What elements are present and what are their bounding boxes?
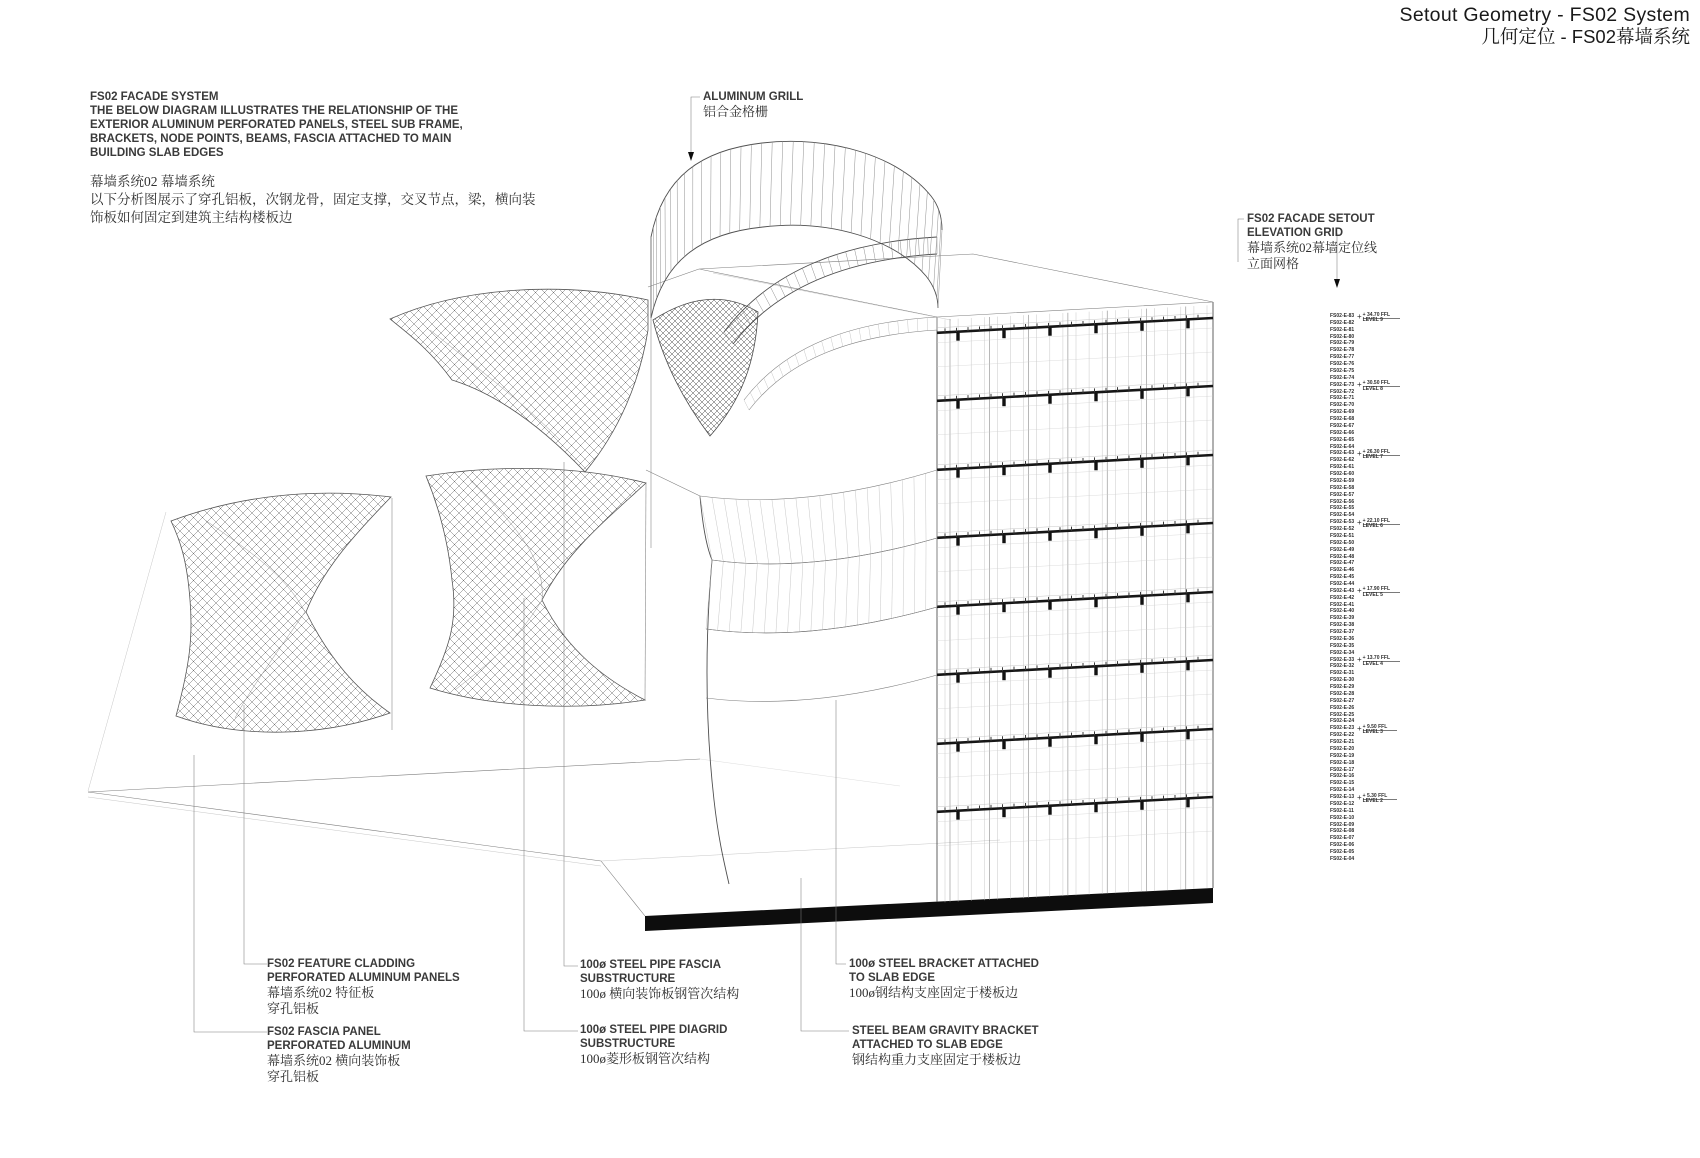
leader-arrowhead [688,152,694,161]
drawing-line [770,142,772,226]
drawing-line [799,563,803,632]
drawing-line [851,150,855,233]
elevation-grid-label: FS02-E-15 [1330,780,1355,787]
sheet-title-en: Setout Geometry - FS02 System [1399,4,1690,26]
drawing-line [718,561,724,630]
drawing-line [929,200,934,279]
drawing-line [934,209,939,288]
drawing-line [820,496,826,561]
callout-steel-bracket [849,957,1039,1001]
elevation-grid-label: FS02-E-11 [1330,807,1354,814]
elevation-grid-label: FS02-E-10 [1330,814,1355,821]
drawing-line [878,324,880,337]
elevation-grid-label: FS02-E-54 [1330,512,1355,519]
callout-pipe-diagrid [580,1023,727,1067]
callout-text: FS02 FASCIA PANEL [267,1026,381,1038]
elevation-grid-label: FS02-E-39 [1330,615,1355,622]
leader-aluminum-grill [691,97,700,153]
leader-feature-cladding [244,705,267,964]
elevation-grid-label: FS02-E-79 [1330,340,1355,347]
drawing-line [909,239,910,256]
drawing-line [763,292,771,306]
callout-text-cn: 幕墙系统02 特征板 [267,985,375,1000]
elevation-grid-label: FS02-E-29 [1330,684,1355,691]
drawing-line [867,488,870,554]
elevation-grid-label: FS02-E-80 [1330,333,1355,340]
construction-line [648,269,699,287]
sheet-title [1400,4,1690,48]
ground-plane-edge [700,759,900,786]
drawing-line [937,626,1213,641]
drawing-line [891,483,893,550]
description-block [90,90,536,227]
drawing-line [937,420,1213,435]
drawing-line [787,360,791,371]
level-datum-marker: + + 22.10 FFL LEVEL 6 [1357,519,1400,530]
drawing-line [706,607,937,633]
drawing-line [748,500,757,564]
elevation-grid-label: FS02-E-48 [1330,553,1355,560]
drawing-line [861,153,866,235]
drawing-line [823,561,826,630]
elevation-grid-label: FS02-E-81 [1330,326,1355,333]
drawing-line [700,470,937,500]
elevation-grid-label: FS02-E-66 [1330,429,1355,436]
elevation-grid-label: FS02-E-67 [1330,422,1355,429]
elevation-grid-label: FS02-E-83 [1330,313,1355,319]
level-datum-marker: + + 9.50 FFL LEVEL 3 [1357,725,1397,736]
elevation-grid-label: FS02-E-55 [1330,505,1355,512]
drawing-line [744,400,749,410]
drawing-line [889,166,894,247]
drawing-line [711,156,712,240]
callout-text-cn: 穿孔铝板 [267,1068,320,1084]
elevation-grid-column [1330,311,1500,884]
elevation-grid-label: FS02-E-36 [1330,635,1355,642]
elevation-grid-label: FS02-E-69 [1330,409,1355,416]
elevation-grid-label: FS02-E-23 [1330,725,1355,732]
elevation-grid-label: FS02-E-47 [1330,560,1355,567]
drawing-line [880,552,882,621]
callout-text: FS02 FACADE SETOUT [1247,213,1375,225]
drawing-line [937,763,1213,778]
drawing-line [813,345,816,357]
drawing-line [834,559,837,628]
drawing-line [706,607,937,633]
elevation-grid-label: FS02-E-14 [1330,787,1355,794]
callout-text-cn: 穿孔铝板 [267,1000,320,1016]
drawing-line [857,556,859,625]
elevation-grid-label: FS02-E-63 [1330,450,1355,457]
drawing-line [764,378,769,389]
elevation-grid-label: FS02-E-42 [1330,594,1355,601]
drawing-line [840,334,843,347]
elevation-grid-label: FS02-E-06 [1330,842,1355,849]
drawing-line [753,564,758,633]
drawing-line [756,298,764,312]
level-datum-marker: + + 30.50 FFL LEVEL 8 [1357,381,1400,392]
drawing-line [720,152,721,236]
elevation-grid-label: FS02-E-82 [1330,319,1355,326]
description-heading: FS02 FACADE SYSTEM [90,91,219,103]
leader-setout-grid [1238,219,1244,262]
drawing-line [821,144,825,227]
drawing-line [898,321,899,334]
callout-text: SUBSTRUCTURE [580,1038,676,1050]
feature-cladding-diagrid-top [390,289,648,472]
elevation-grid-label: FS02-E-59 [1330,477,1355,484]
drawing-line [700,496,712,560]
level-datum-marker: + + 34.70 FFL LEVEL 9 [1357,313,1400,324]
drawing-line [902,480,904,547]
level-datum-marker: + + 17.90 FFL LEVEL 5 [1357,587,1400,598]
description-line-cn: 幕墙系统02 幕墙系统 [90,174,215,189]
callout-aluminum-grill [703,90,803,120]
drawing-line [907,178,912,259]
drawing-line [937,694,1213,709]
drawing-line [811,562,814,631]
elevation-grid-label: FS02-E-68 [1330,416,1355,423]
drawing-line [706,675,937,701]
elevation-grid-label: FS02-E-43 [1330,587,1355,594]
callout-text-cn: 100ø 横向装饰板钢管次结构 [580,986,740,1001]
callout-text: PERFORATED ALUMINUM PANELS [267,972,460,984]
drawing-line [784,499,792,564]
drawing-line [808,497,814,562]
drawing-line [937,489,1213,504]
drawing-line [760,500,769,564]
drawing-line [882,243,885,260]
drawing-line [819,261,824,277]
elevation-grid-label: FS02-E-71 [1330,395,1355,402]
elevation-grid-label: FS02-E-76 [1330,361,1355,368]
datum-cross-icon: + [1357,380,1362,390]
drawing-line [925,473,926,541]
callout-text-cn: 幕墙系统02 横向装饰板 [267,1053,401,1068]
datum-cross-icon: + [1357,311,1362,321]
drawing-line [750,144,752,228]
drawing-line [844,492,849,558]
drawing-line [837,254,842,270]
elevation-grid-label: FS02-E-30 [1330,677,1355,684]
drawing-line [919,238,920,255]
drawing-line [749,330,937,410]
elevation-grid-label: FS02-E-34 [1330,649,1355,656]
drawing-line [776,564,780,633]
elevation-grid-label: FS02-E-61 [1330,464,1355,471]
callout-text: ELEVATION GRID [1247,227,1344,239]
drum-silhouette [700,496,729,884]
drawing-line [859,328,861,341]
drawing-line [832,494,837,559]
elevation-grid-label: FS02-E-64 [1330,443,1355,450]
description-line: EXTERIOR ALUMINUM PERFORATED PANELS, STEEL SUB FRAME, [90,119,463,131]
drawing-line [801,142,804,226]
drawing-line [869,554,871,623]
drawing-line [724,498,735,562]
drawing-line [903,547,904,616]
connector-line [646,470,700,496]
datum-cross-icon: + [1357,586,1362,596]
drawing-line [937,352,1213,367]
elevation-grid-label: FS02-E-65 [1330,436,1355,443]
leader-fascia-panel [194,755,267,1032]
drawing-line [871,157,876,239]
drawing-line [790,141,793,225]
drawing-line [729,563,734,632]
drawing-line [849,331,851,344]
description-line-cn: 饰板如何固定到建筑主结构楼板边 [90,210,293,225]
drawing-line [712,497,723,561]
drawing-line [802,268,808,284]
drawing-line [796,498,803,563]
drawing-line [937,831,1213,846]
description-line: BUILDING SLAB EDGES [90,147,224,159]
elevation-grid-label: FS02-E-21 [1330,739,1355,746]
callout-text: PERFORATED ALUMINUM [267,1040,411,1052]
ground-plane-edge [88,792,645,916]
elevation-grid-label: FS02-E-52 [1330,526,1355,533]
elevation-grid-label: FS02-E-09 [1330,821,1355,828]
callout-text: SUBSTRUCTURE [580,973,676,985]
drawing-line [772,499,780,563]
callout-text: ATTACHED TO SLAB EDGE [852,1039,1003,1051]
elevation-grid-label: FS02-E-22 [1330,732,1355,739]
drawing-line [706,560,712,629]
ground-plane-edge [88,759,700,792]
elevation-grid-label: FS02-E-40 [1330,608,1355,615]
ground-plane-edge [601,840,1000,861]
sheet-title-cn: 几何定位 - FS02幕墙系统 [1481,26,1690,47]
feature-cladding-diagrid-mid [426,468,646,706]
drawing-line [788,563,792,632]
feature-cladding-diagrid-center [653,299,758,436]
drawing-line [922,192,927,272]
callout-text-cn: 钢结构重力支座固定于楼板边 [852,1052,1022,1067]
drawing-line [804,349,808,361]
drawing-line [879,485,882,551]
elevation-grid-label: FS02-E-31 [1330,670,1355,677]
elevation-grid-label: FS02-E-74 [1330,374,1355,381]
drawing-line [757,385,762,396]
elevation-grid-label: FS02-E-72 [1330,388,1355,395]
drawing-line [880,161,885,243]
drawing-line [750,392,755,402]
elevation-grid-label: FS02-E-60 [1330,471,1355,478]
drawing-line [771,371,775,382]
drawing-line [914,477,915,544]
elevation-grid-label: FS02-E-75 [1330,367,1355,374]
elevation-grid-label: FS02-E-53 [1330,519,1355,526]
drawing-line [828,257,833,273]
callout-text: 100ø STEEL PIPE DIAGRID [580,1024,728,1036]
drawing-line [760,143,762,227]
drawing-line [811,264,817,280]
pod-edge [645,483,646,700]
drawing-line [764,564,769,633]
elevation-grid-label: FS02-E-46 [1330,567,1355,574]
callout-text-cn: 幕墙系统02幕墙定位线 [1247,240,1378,255]
drawing-line [794,272,800,287]
elevation-grid-label: FS02-E-07 [1330,835,1355,842]
datum-cross-icon: + [1357,792,1362,802]
drawing-line [795,354,799,366]
callout-text-cn: 100ø钢结构支座固定于楼板边 [849,985,1019,1000]
drawing-line [937,557,1213,572]
callout-setout-grid [1247,212,1377,271]
level-datum-marker: + + 26.30 FFL LEVEL 7 [1357,450,1400,461]
description-line-cn: 以下分析图展示了穿孔铝板，次钢龙骨，固定支撑，交叉节点，梁，横向装 [90,192,536,207]
drawing-line [855,490,859,556]
elevation-grid-label: FS02-E-12 [1330,800,1355,807]
elevation-grid-label: FS02-E-32 [1330,663,1355,670]
elevation-grid-label: FS02-E-77 [1330,354,1355,361]
elevation-grid-label: FS02-E-70 [1330,402,1355,409]
drawing-line [846,558,848,627]
drawing-line [864,247,867,264]
drawing-line [869,326,871,339]
level-datum-marker: + + 5.30 FFL LEVEL 2 [1357,794,1397,805]
elevation-grid-label: FS02-E-51 [1330,532,1355,539]
datum-cross-icon: + [1357,723,1362,733]
level-datum-marker: + + 13.70 FFL LEVEL 4 [1357,656,1400,667]
elevation-grid-label: FS02-E-50 [1330,539,1355,546]
callout-text: STEEL BEAM GRAVITY BRACKET [852,1025,1039,1037]
drawing-line [811,142,814,226]
elevation-grid-label: FS02-E-35 [1330,642,1355,649]
drawing-line [736,499,746,563]
drawing-line [779,365,783,376]
callout-text-cn: 铝合金格栅 [703,104,769,119]
elevation-grid-label: FS02-E-57 [1330,491,1355,498]
callout-gravity-bracket [852,1024,1039,1068]
elevation-grid-label: FS02-E-04 [1330,855,1355,862]
elevation-grid-label: FS02-E-20 [1330,745,1355,752]
elevation-grid-label: FS02-E-49 [1330,546,1355,553]
drawing-line [888,322,889,335]
construction-line [88,512,166,791]
elevation-grid-label: FS02-E-62 [1330,457,1355,464]
drawing-line [892,549,893,618]
elevation-grid-label: FS02-E-44 [1330,581,1355,587]
callout-text: ALUMINUM GRILL [703,91,804,103]
elevation-grid-label: FS02-E-13 [1330,794,1355,801]
elevation-grid-label: FS02-E-26 [1330,704,1355,711]
leader-gravity-bracket [801,878,849,1031]
elevation-grid-label: FS02-E-58 [1330,484,1355,491]
elevation-grid-label: FS02-E-16 [1330,773,1355,780]
datum-cross-icon: + [1357,655,1362,665]
drawing-line [780,141,783,225]
drawing-line [917,319,918,332]
callout-text: TO SLAB EDGE [849,972,936,984]
description-line: THE BELOW DIAGRAM ILLUSTRATES THE RELATIONSHIP OF THE [90,105,458,117]
elevation-grid-label: FS02-E-24 [1330,718,1355,725]
elevation-grid-label: FS02-E-45 [1330,574,1355,581]
elevation-grid-label: FS02-E-38 [1330,622,1355,629]
callout-pipe-fascia [580,958,739,1002]
description-line: BRACKETS, NODE POINTS, BEAMS, FASCIA ATTACHED TO MAIN [90,133,452,145]
leader-steel-bracket [836,700,846,964]
drawing-line [914,544,915,613]
drawing-line [846,252,850,268]
elevation-grid-label: FS02-E-18 [1330,759,1355,766]
drawing-line [855,249,859,266]
elevation-grid-label: FS02-E-28 [1330,690,1355,697]
drawing-line [841,148,845,231]
elevation-grid-label: FS02-E-33 [1330,656,1355,663]
datum-cross-icon: + [1357,517,1362,527]
drawing-line [908,320,909,333]
elevation-grid-label: FS02-E-05 [1330,849,1355,856]
callout-fascia-panel [267,1025,411,1084]
callout-feature-cladding [267,957,460,1016]
callout-text: FS02 FEATURE CLADDING [267,958,416,970]
drawing-line [733,254,937,344]
drawing-line [822,341,825,353]
callout-text-cn: 立面网格 [1247,255,1300,271]
base-slab-edge [645,888,1213,931]
drawing-line [831,145,835,228]
drawing-line [730,149,731,233]
elevation-grid-label: FS02-E-08 [1330,828,1355,835]
drawing-line [770,287,777,302]
drawing-line [740,146,741,230]
drawing-line [651,141,942,237]
elevation-grid-label: FS02-E-25 [1330,711,1355,718]
elevation-grid-label: FS02-E-73 [1330,381,1355,388]
callout-text: 100ø STEEL PIPE FASCIA [580,959,722,971]
drawing-line [741,563,746,632]
datum-cross-icon: + [1357,448,1362,458]
drawing-line [786,277,793,292]
feature-cladding-diagrid-left [171,493,391,732]
drawing-line [891,242,893,259]
elevation-grid-label: FS02-E-19 [1330,752,1355,759]
drawing-line [778,282,785,297]
drawing-line [831,337,834,349]
elevation-grid-label: FS02-E-41 [1330,601,1355,608]
callout-text: 100ø STEEL BRACKET ATTACHED [849,958,1039,970]
elevation-grid-label: FS02-E-27 [1330,697,1355,704]
elevation-grid-label: FS02-E-37 [1330,629,1355,636]
leader-arrowhead [1334,279,1340,288]
elevation-grid-label: FS02-E-56 [1330,498,1355,505]
callout-text-cn: 100ø菱形板钢管次结构 [580,1051,711,1066]
elevation-grid-label: FS02-E-78 [1330,347,1355,354]
elevation-grid-label: FS02-E-17 [1330,766,1355,773]
